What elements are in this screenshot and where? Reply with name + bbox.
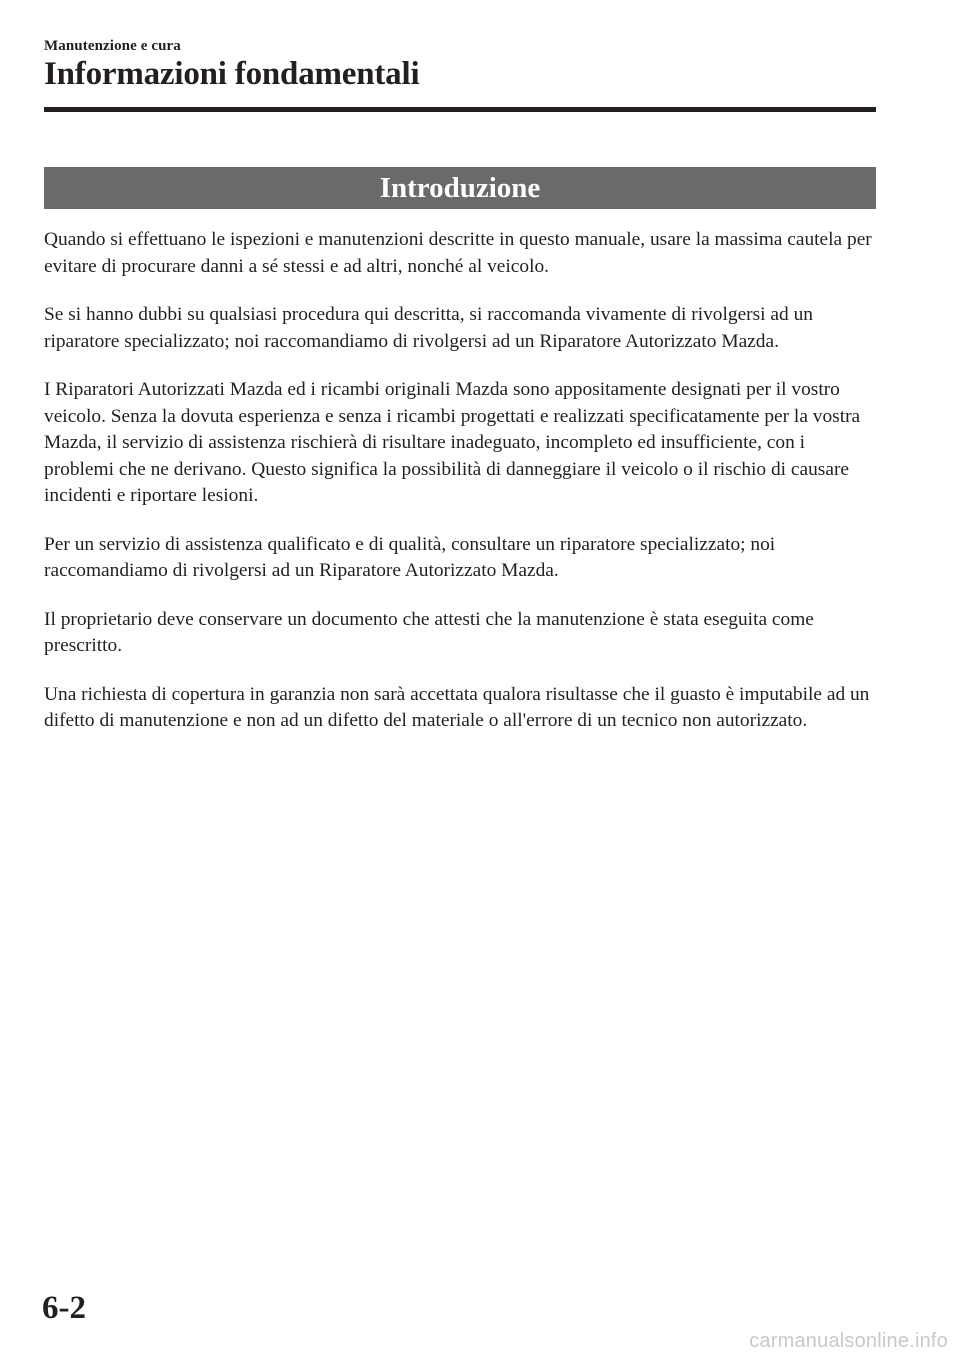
- header-rule: [44, 107, 876, 112]
- chapter-title: Manutenzione e cura: [44, 38, 181, 54]
- paragraph-1: Quando si effettuano le ispezioni e manutenzioni descritte in questo manuale, usare la massima cautela per evitare di procurare danni a sé stessi e ad altri, nonché al veicolo.: [44, 229, 872, 277]
- paragraph-4: Per un servizio di assistenza qualificato e di qualità, consultare un riparatore specializzato; noi raccomandiamo di rivolgersi ad un Riparatore Autorizzato Mazda.: [44, 533, 776, 581]
- paragraph-5: Il proprietario deve conservare un documento che attesti che la manutenzione è stata eseguita come prescritto.: [44, 608, 814, 656]
- watermark-link[interactable]: carmanualsonline.info: [749, 1330, 948, 1352]
- paragraph-3: I Riparatori Autorizzati Mazda ed i ricambi originali Mazda sono appositamente designati per il vostro veicolo. Senza la dovuta esperienza e senza i ricambi progettati e realizzati specificatamente per la vostra Mazda, il servizio di assistenza rischierà di risultare inadeguato, incompleto ed insufficiente, con i problemi che ne derivano. Questo significa la possibilità di danneggiare il veicolo o il rischio di causare incidenti e riportare lesioni.: [44, 379, 861, 506]
- paragraph-6: Una richiesta di copertura in garanzia non sarà accettata qualora risultasse che il guasto è imputabile ad un difetto di manutenzione e non ad un difetto del materiale o all'errore di un tecnico non autorizzato.: [44, 683, 870, 731]
- paragraph-2: Se si hanno dubbi su qualsiasi procedura qui descritta, si raccomanda vivamente di rivolgersi ad un riparatore specializzato; noi raccomandiamo di rivolgersi ad un Riparatore Autorizzato Mazda.: [44, 304, 813, 352]
- page-number: 6-2: [42, 1290, 86, 1326]
- body-text: [44, 227, 876, 757]
- introduction-banner: Introduzione: [44, 167, 876, 209]
- section-title: Informazioni fondamentali: [44, 56, 420, 92]
